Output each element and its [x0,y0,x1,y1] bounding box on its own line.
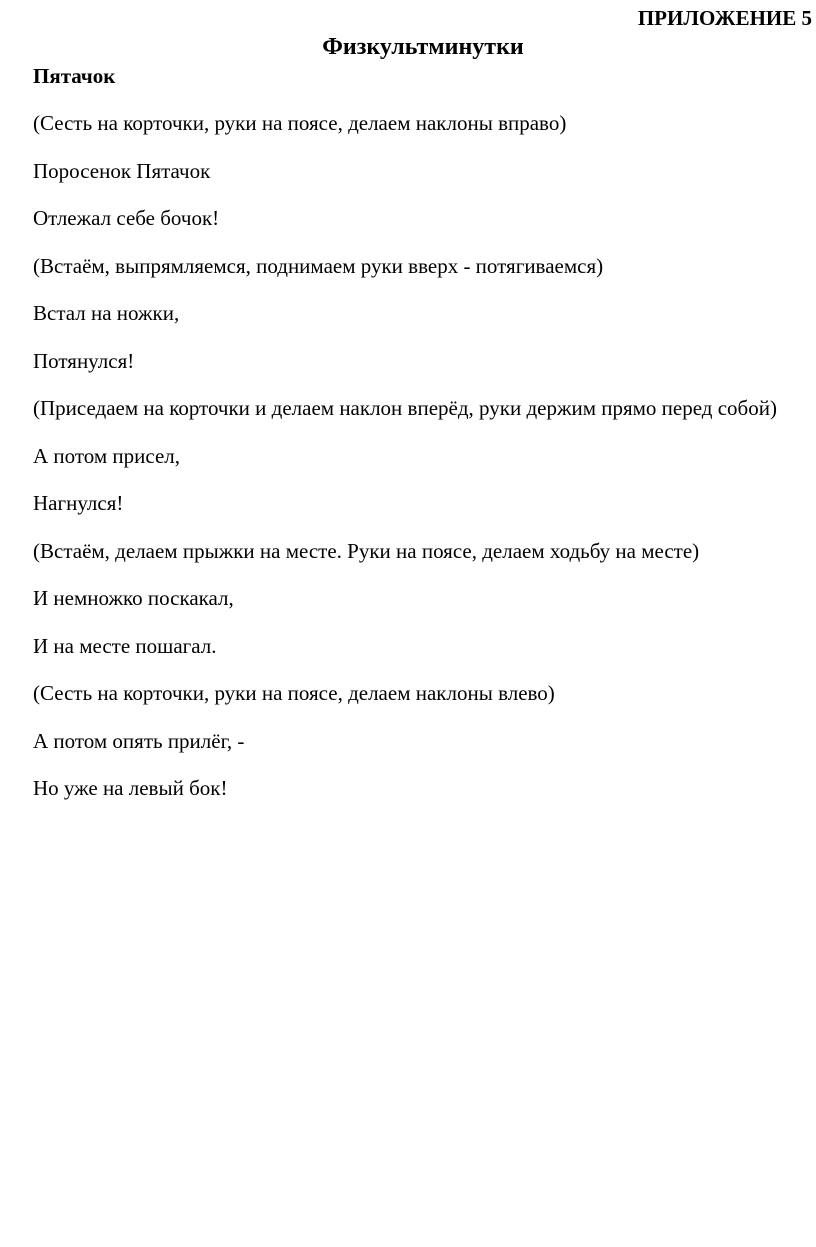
appendix-label: ПРИЛОЖЕНИЕ 5 [637,6,812,30]
instruction-paragraph: (Приседаем на корточки и делаем наклон вперёд, руки держим прямо перед собой) [33,396,777,420]
instruction-paragraph: (Встаём, делаем прыжки на месте. Руки на поясе, делаем ходьбу на месте) [33,538,700,563]
verse-line: Нагнулся! [33,491,124,515]
verse-line: И на месте пошагал. [33,633,217,658]
verse-line: Поросенок Пятачок [33,158,211,183]
verse-line: И немножко поскакал, [33,586,234,610]
instruction-paragraph: (Сесть на корточки, руки на поясе, делаем наклоны влево) [33,681,555,705]
poem-body [0,111,812,824]
verse-line: Встал на ножки, [33,301,180,325]
section-title: Пятачок [33,64,116,88]
verse-line: А потом присел, [33,443,181,468]
page-title: Физкультминутки [322,34,524,60]
instruction-paragraph: (Сесть на корточки, руки на поясе, делаем наклоны вправо) [33,111,567,135]
verse-line: Но уже на левый бок! [33,776,228,800]
instruction-paragraph: (Встаём, выпрямляемся, поднимаем руки вверх - потягиваемся) [33,253,604,278]
verse-line: Отлежал себе бочок! [33,206,220,230]
verse-line: А потом опять прилёг, - [33,728,245,753]
verse-line: Потянулся! [33,348,135,373]
